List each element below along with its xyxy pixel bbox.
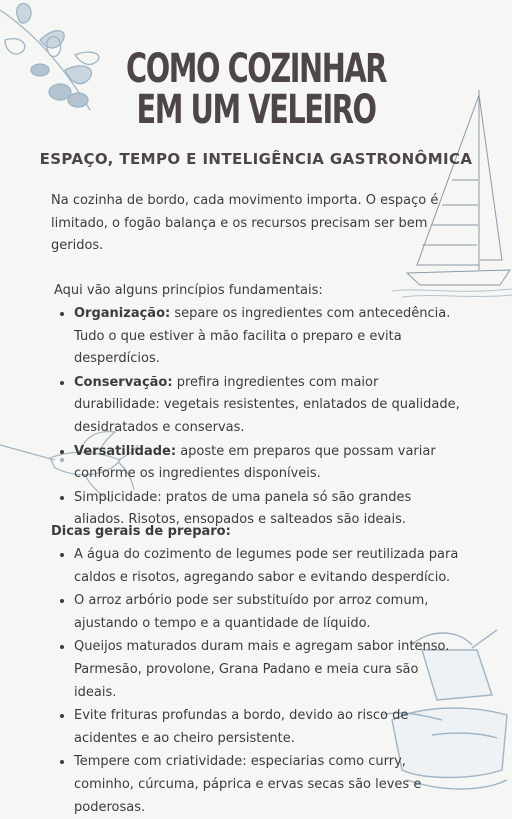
tips-list bbox=[51, 543, 461, 819]
principles-list bbox=[51, 302, 461, 532]
list-item bbox=[74, 302, 461, 371]
intro-paragraph: Na cozinha de bordo, cada movimento importa. O espaço é limitado, o fogão balança e os recursos precisam ser bem geridos. bbox=[51, 193, 439, 254]
tips-heading: Dicas gerais de preparo: bbox=[51, 524, 231, 539]
list-item-text: Simplicidade: pratos de uma panela só são grandes aliados. Risotos, ensopados e salteados são ideais. bbox=[74, 489, 412, 528]
page-subtitle: ESPAÇO, TEMPO E INTELIGÊNCIA GASTRONÔMICA bbox=[39, 150, 473, 168]
list-item-text: aposte em preparos que possam variar conforme os ingredientes disponíveis. bbox=[74, 443, 436, 482]
list-item: • Evite frituras profundas a bordo, devido ao risco de acidentes e ao cheiro persistente. bbox=[74, 704, 461, 750]
principles-lead: Aqui vão alguns princípios fundamentais: bbox=[54, 283, 323, 298]
list-item: • Tempere com criatividade: especiarias como curry, cominho, cúrcuma, páprica e ervas secas são leves e poderosas. bbox=[74, 750, 461, 819]
list-item: • Queijos maturados duram mais e agregam sabor intenso. Parmesão, provolone, Grana Padano e meia cura são ideais. bbox=[74, 635, 461, 704]
list-item-term: Conservação: bbox=[74, 374, 173, 390]
list-item: • O arroz arbório pode ser substituído por arroz comum, ajustando o tempo e a quantidade de líquido. bbox=[74, 589, 461, 635]
list-item-term: Organização: bbox=[74, 306, 171, 321]
list-item: • A água do cozimento de legumes pode ser reutilizada para caldos e risotos, agregando sabor e evitando desperdício. bbox=[74, 543, 461, 589]
list-item bbox=[74, 440, 461, 486]
list-item-text: separe os ingredientes com antecedência. Tudo o que estiver à mão facilita o preparo e evita desperdícios. bbox=[74, 306, 451, 367]
page-title-line-2: EM UM VELEIRO bbox=[136, 87, 376, 133]
list-item bbox=[74, 371, 461, 440]
list-item-text: prefira ingredientes com maior durabilidade: vegetais resistentes, enlatados de qualidade, desidratados e conservas. bbox=[74, 374, 460, 435]
list-item-term: Versatilidade: bbox=[74, 443, 177, 459]
page-title-line-1: COMO COZINHAR bbox=[126, 46, 386, 92]
